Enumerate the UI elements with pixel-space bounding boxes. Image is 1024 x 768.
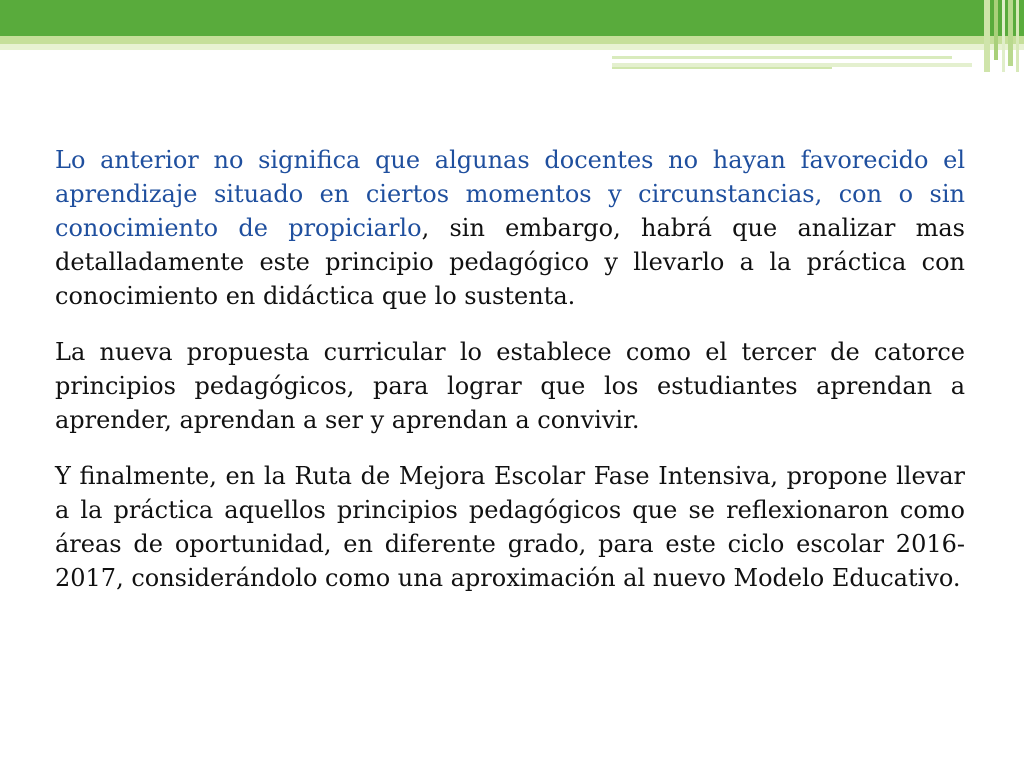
slide-body bbox=[55, 143, 965, 617]
paragraph-1-highlight: Lo anterior no significa que algunas docentes no hayan favorecido el aprendizaje situado en ciertos momentos y circunstancias, con o sin conocimiento de propiciarlo bbox=[55, 146, 965, 242]
decorative-stripe bbox=[1008, 0, 1013, 66]
header-pale-band bbox=[0, 44, 1024, 50]
decorative-stripe bbox=[1016, 0, 1019, 72]
decorative-stripe bbox=[984, 0, 990, 72]
header-green-band bbox=[0, 0, 1024, 36]
header-light-band bbox=[0, 36, 1024, 44]
paragraph-1-rest: , sin embargo, habrá que analizar mas detalladamente este principio pedagógico y llevarlo a la práctica con conocimiento en didáctica que lo sustenta. bbox=[55, 214, 965, 310]
header-accent-line bbox=[612, 67, 832, 69]
paragraph-3: Y finalmente, en la Ruta de Mejora Escolar Fase Intensiva, propone llevar a la práctica aquellos principios pedagógicos que se reflexionaron como áreas de oportunidad, en diferente grado, para este ciclo escolar 2016-2017, considerándolo como una aproximación al nuevo Modelo Educativo. bbox=[55, 462, 965, 592]
decorative-stripe bbox=[994, 0, 998, 60]
paragraph-1 bbox=[55, 143, 965, 313]
paragraph-2: La nueva propuesta curricular lo establece como el tercer de catorce principios pedagógicos, para lograr que los estudiantes aprendan a aprender, aprendan a ser y aprendan a convivir. bbox=[55, 338, 965, 434]
header-accent-line bbox=[612, 56, 952, 59]
decorative-stripe bbox=[1002, 0, 1005, 72]
